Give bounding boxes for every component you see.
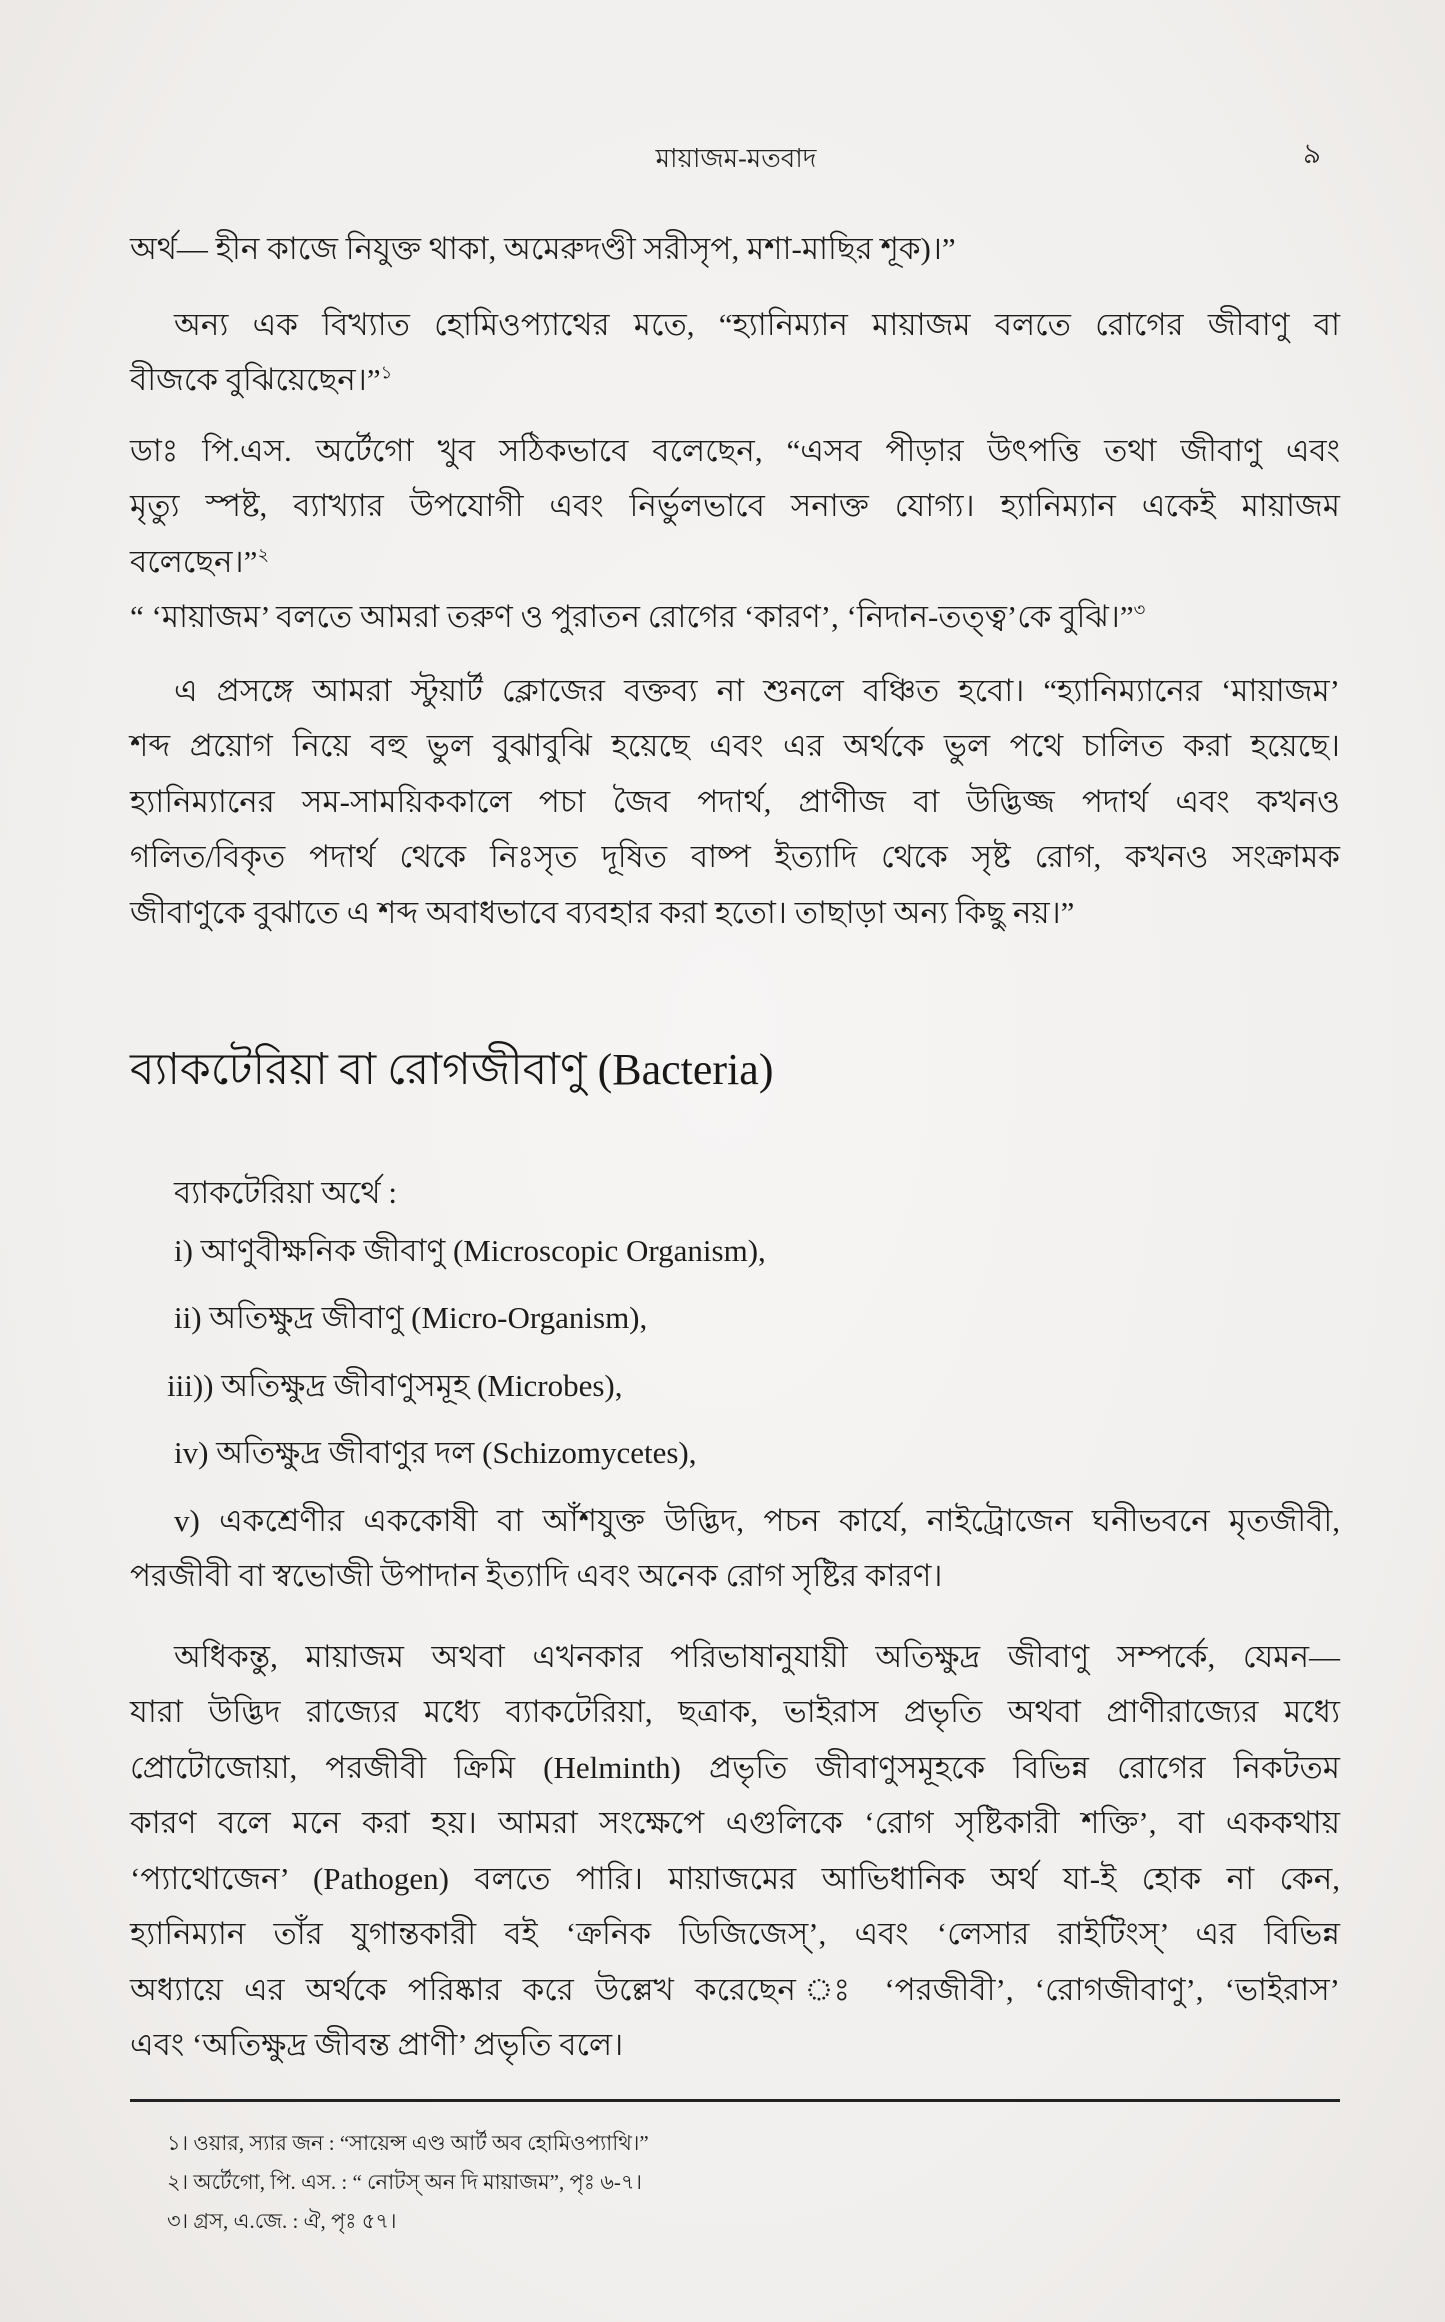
footnote-3: ৩। গ্রস, এ.জে. : ঐ, পৃঃ ৫৭।	[167, 2208, 397, 2233]
paragraph-3	[130, 423, 1340, 590]
paragraph-line: শব্দ প্রয়োগ নিয়ে বহু ভুল বুঝাবুঝি হয়েছে এবং এর অর্থকে ভুল পথে চালিত করা হয়েছে।	[130, 728, 1340, 763]
paragraph-line-text: “ ‘মায়াজম’ বলতে আমরা তরুণ ও পুরাতন রোগের ‘কারণ’, ‘নিদান-তত্ত্ব’কে বুঝি।”	[130, 599, 1134, 634]
list-item	[130, 1425, 1340, 1481]
paragraph-line	[130, 534, 1340, 590]
list-item	[130, 1493, 1340, 1604]
paragraph-5	[130, 663, 1340, 941]
list-item-text: iv) অতিক্ষুদ্র জীবাণুর দল (Schizomycetes),	[174, 1435, 697, 1470]
paragraph-1	[130, 221, 1340, 277]
paragraph-line: গলিত/বিকৃত পদার্থ থেকে নিঃসৃত দূষিত বাষ্প ইত্যাদি থেকে সৃষ্ট রোগ, কখনও সংক্রামক	[130, 839, 1340, 874]
page-body	[130, 221, 1340, 2241]
paragraph-line: এ প্রসঙ্গে আমরা স্টুয়ার্ট ক্লোজের বক্তব্য না শুনলে বঞ্চিত হবো। “হ্যানিম্যানের ‘মায়াজম’	[174, 672, 1340, 708]
paragraph-line-text: বীজকে বুঝিয়েছেন।”	[130, 362, 381, 397]
footnote-2: ২। অর্টেগো, পি. এস. : “ নোটস্ অন দি মায়াজম”, পৃঃ ৬-৭।	[167, 2169, 643, 2194]
paragraph-line: প্রোটোজোয়া, পরজীবী ক্রিমি (Helminth) প্রভৃতি জীবাণুসমূহকে বিভিন্ন রোগের নিকটতম	[130, 1749, 1340, 1785]
paragraph-line: ডাঃ পি.এস. অর্টেগো খুব সঠিকভাবে বলেছেন, “এসব পীড়ার উৎপত্তি তথা জীবাণু এবং	[130, 432, 1340, 468]
footnotes	[130, 2124, 1340, 2241]
list-item-text: i) আণুবীক্ষনিক জীবাণু (Microscopic Organism),	[174, 1232, 766, 1268]
paragraph-line: অধ্যায়ে এর অর্থকে পরিষ্কার করে উল্লেখ করেছেন ঃ ‘পরজীবী’, ‘রোগজীবাণু’, ‘ভাইরাস’	[130, 1971, 1341, 2007]
paragraph-7	[130, 1629, 1340, 2073]
list-item-text: v) একশ্রেণীর এককোষী বা আঁশযুক্ত উদ্ভিদ, পচন কার্যে, নাইট্রোজেন ঘনীভবনে মৃতজীবী,	[174, 1502, 1340, 1538]
paragraph-line: জীবাণুকে বুঝাতে এ শব্দ অবাধভাবে ব্যবহার করা হতো। তাছাড়া অন্য কিছু নয়।”	[130, 894, 1075, 930]
paragraph-line	[130, 589, 1340, 645]
page-number: ৯	[1302, 139, 1322, 170]
list-intro: ব্যাকটেরিয়া অর্থে :	[174, 1175, 397, 1210]
paragraph-line: এবং ‘অতিক্ষুদ্র জীবন্ত প্রাণী’ প্রভৃতি বলে।	[130, 2027, 624, 2062]
list-item-text: iii)) অতিক্ষুদ্র জীবাণুসমূহ (Microbes),	[167, 1367, 623, 1403]
footnote-ref: ১	[380, 362, 393, 383]
footnote-divider	[130, 2099, 1340, 2102]
paragraph-line: হ্যানিম্যানের সম-সাময়িককালে পচা জৈব পদার্থ, প্রাণীজ বা উদ্ভিজ্জ পদার্থ এবং কখনও	[130, 783, 1340, 819]
paragraph-line: অর্থ— হীন কাজে নিযুক্ত থাকা, অমেরুদণ্ডী সরীসৃপ, মশা-মাছির শূক)।”	[130, 231, 956, 266]
paragraph-line: কারণ বলে মনে করা হয়। আমরা সংক্ষেপে এগুলিকে ‘রোগ সৃষ্টিকারী শক্তি’, বা এককথায়	[130, 1805, 1340, 1840]
paragraph-2	[130, 297, 1340, 408]
paragraph-line-text: বলেছেন।”	[130, 543, 258, 579]
paragraph-4	[130, 589, 1340, 645]
paragraph-line: হ্যানিম্যান তাঁর যুগান্তকারী বই ‘ক্রনিক ডিজিজেস্’, এবং ‘লেসার রাইটিংস্’ এর বিভিন্ন	[130, 1916, 1340, 1951]
footnote-1: ১। ওয়ার, স্যার জন : “সায়েন্স এণ্ড আর্ট অব হোমিওপ্যাথি।”	[167, 2130, 649, 2155]
paragraph-line: মৃত্যু স্পষ্ট, ব্যাখ্যার উপযোগী এবং নির্ভুলভাবে সনাক্ত যোগ্য। হ্যানিম্যান একেই মায়াজম	[130, 488, 1340, 523]
section-heading: ব্যাকটেরিয়া বা রোগজীবাণু (Bacteria)	[130, 1045, 774, 1094]
paragraph-line	[130, 352, 1340, 408]
list-item-text: পরজীবী বা স্বভোজী উপাদান ইত্যাদি এবং অনেক রোগ সৃষ্টির কারণ।	[130, 1558, 943, 1593]
paragraph-line: ‘প্যাথোজেন’ (Pathogen) বলতে পারি। মায়াজমের আভিধানিক অর্থ যা-ই হোক না কেন,	[130, 1860, 1340, 1896]
paragraph-line: যারা উদ্ভিদ রাজ্যের মধ্যে ব্যাকটেরিয়া, ছত্রাক, ভাইরাস প্রভৃতি অথবা প্রাণীরাজ্যের মধ্যে	[130, 1694, 1340, 1729]
paragraph-line: অন্য এক বিখ্যাত হোমিওপ্যাথের মতে, “হ্যানিম্যান মায়াজম বলতে রোগের জীবাণু বা	[174, 306, 1340, 342]
list-item-text: ii) অতিক্ষুদ্র জীবাণু (Micro-Organism),	[174, 1300, 648, 1335]
list-item	[130, 1358, 1340, 1414]
list-item	[130, 1223, 1340, 1279]
paragraph-line: অধিকন্তু, মায়াজম অথবা এখনকার পরিভাষানুযায়ী অতিক্ষুদ্র জীবাণু সম্পর্কে, যেমন—	[174, 1638, 1340, 1674]
footnote-ref: ২	[257, 544, 270, 565]
running-head-title: মায়াজম-মতবাদ	[655, 144, 817, 173]
footnote-ref: ৩	[1133, 599, 1146, 620]
list-item	[130, 1290, 1340, 1346]
